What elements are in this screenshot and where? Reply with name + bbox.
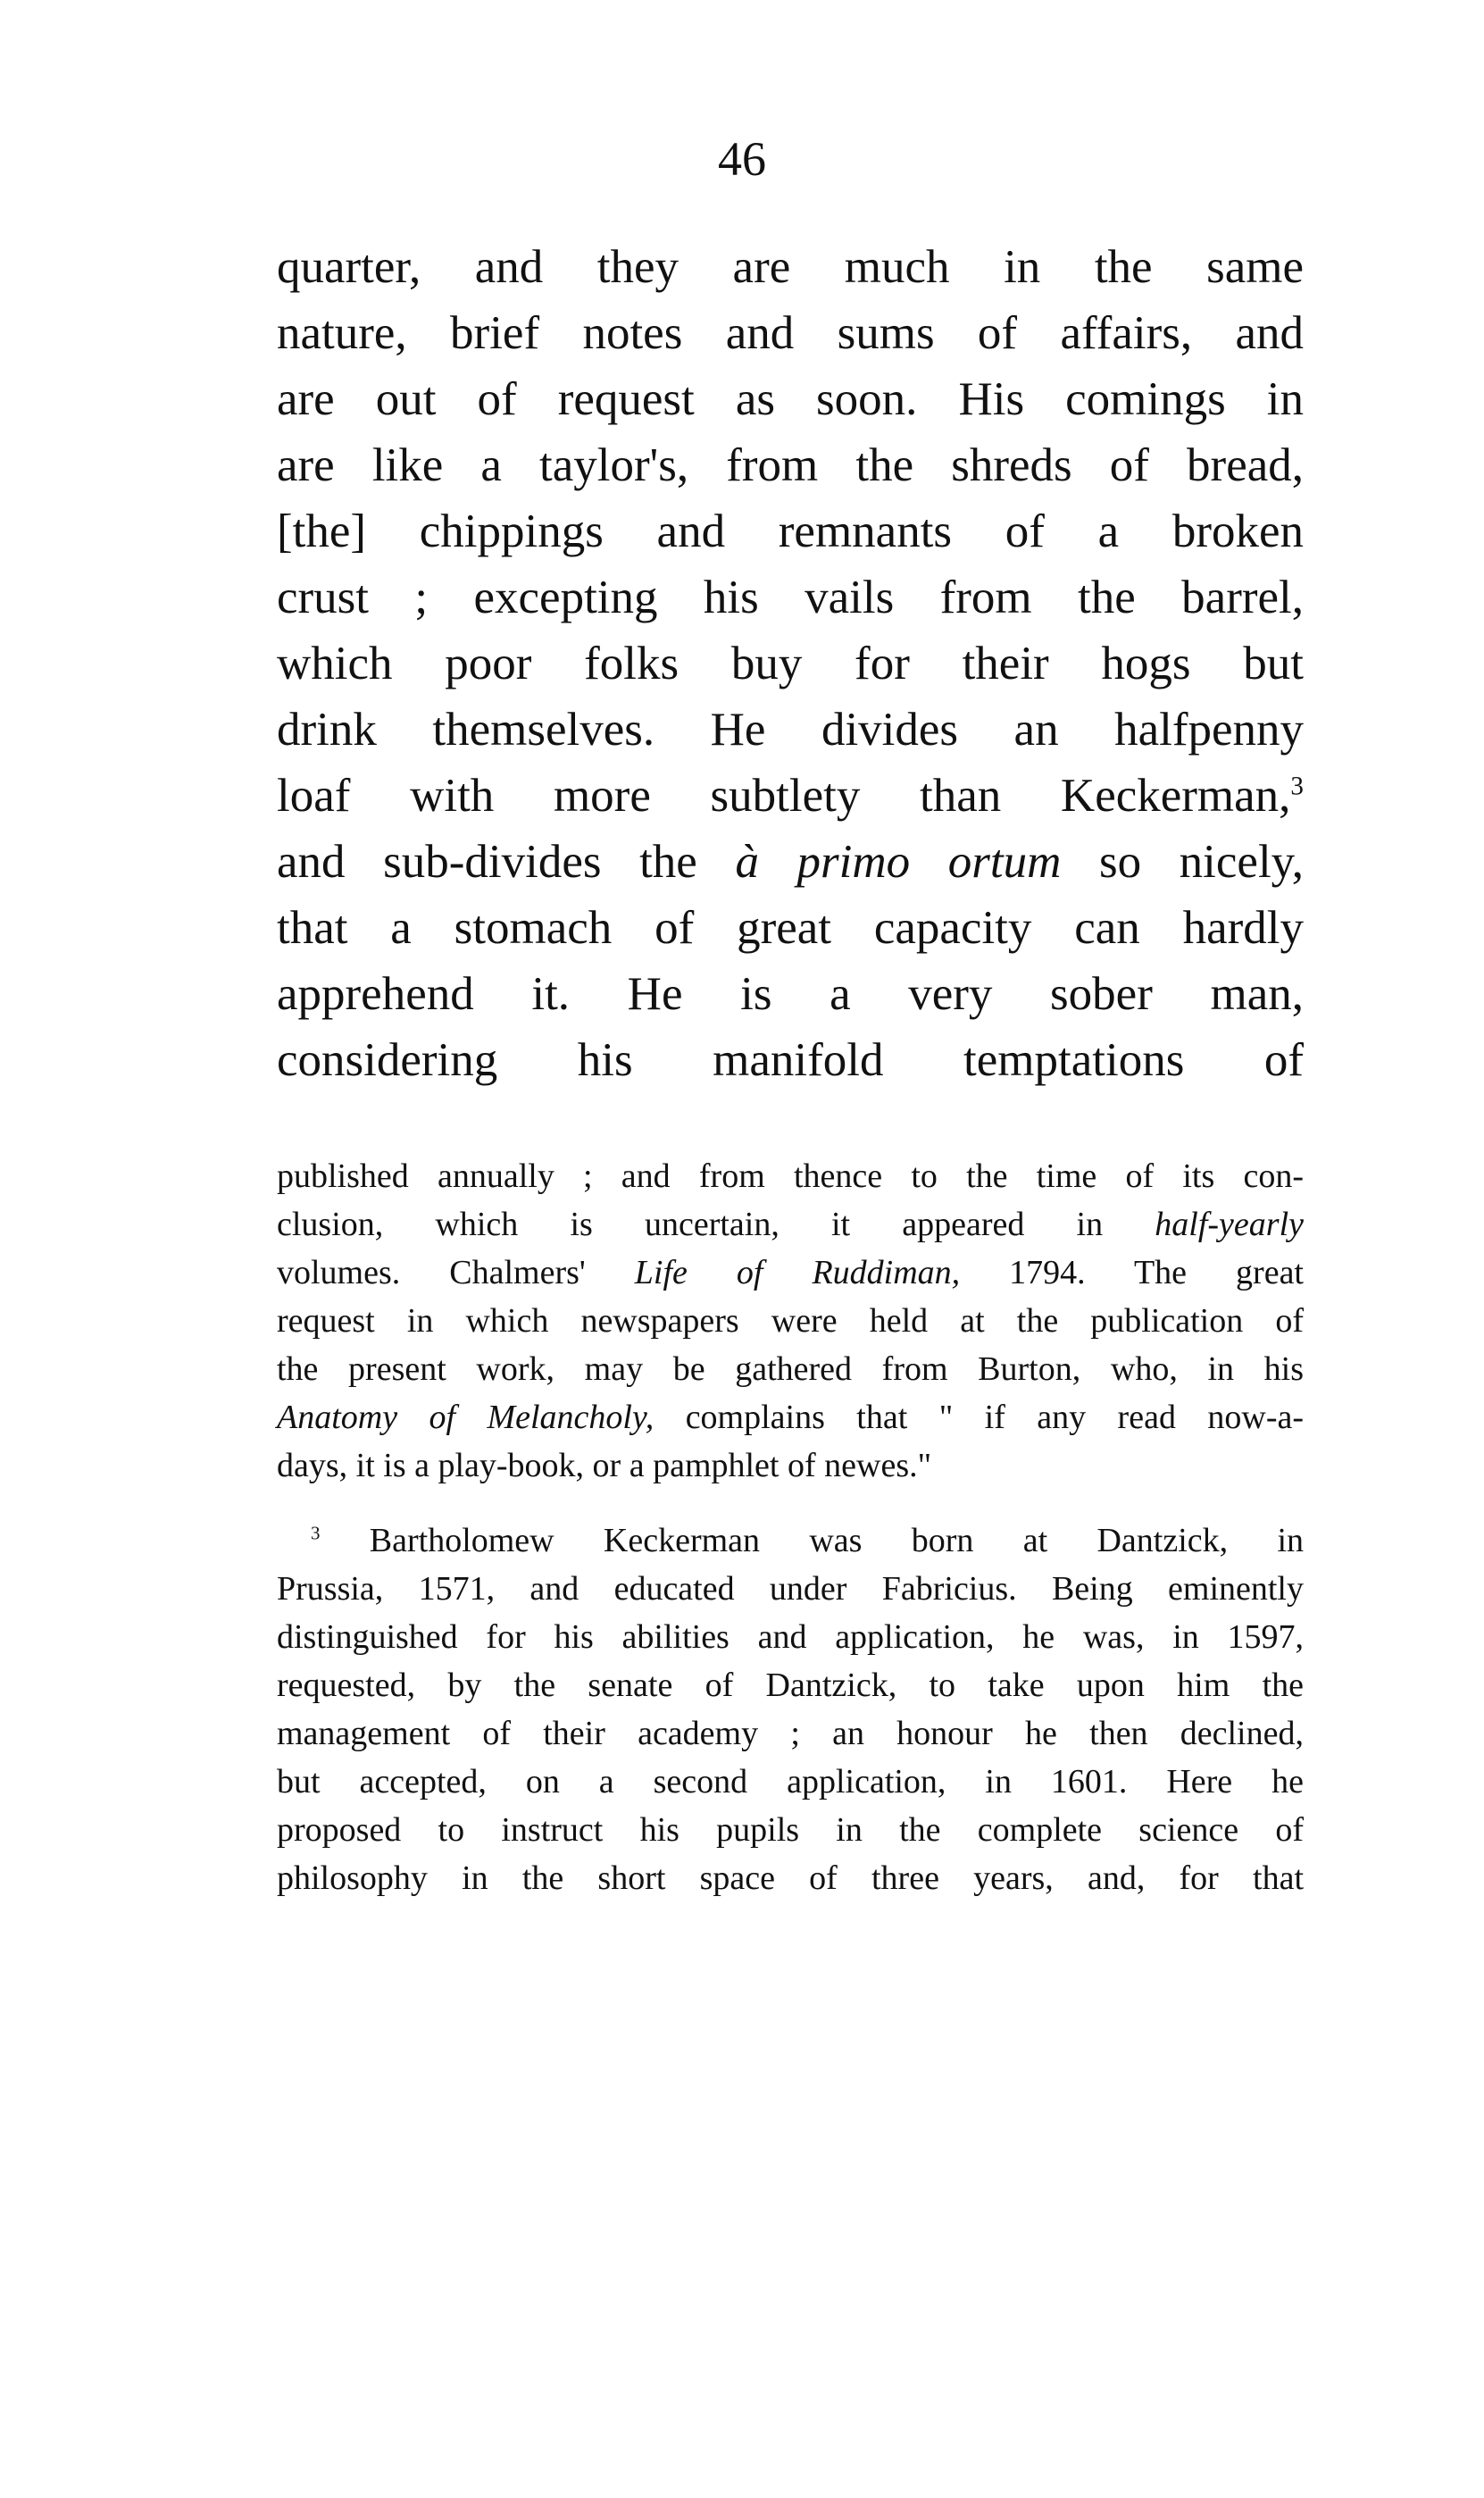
body-line-with-note (277, 763, 1304, 829)
footnote-line: published annually ; and from thence to the time of its con- (277, 1157, 1304, 1195)
body-line: quarter, and they are much in the same (277, 241, 1304, 293)
footnote-italic: half-yearly (1155, 1206, 1304, 1243)
footnote-italic: Life of Ruddiman, (634, 1254, 961, 1291)
body-line: crust ; excepting his vails from the barrel, (277, 572, 1304, 623)
footnote-line: but accepted, on a second application, in 1601. Here he (277, 1763, 1304, 1800)
footnote-text: volumes. Chalmers' (277, 1254, 586, 1291)
body-line-text: and sub-divides the (277, 836, 697, 888)
footnote-line: distinguished for his abilities and application, he was, in 1597, (277, 1618, 1304, 1656)
body-line-text: loaf with more subtlety than Keckerman, (277, 770, 1291, 822)
body-line: nature, brief notes and sums of affairs, and (277, 307, 1304, 359)
body-line: are out of request as soon. His comings in (277, 373, 1304, 425)
footnote-italic: Anatomy of Melancholy, (277, 1399, 654, 1436)
body-line: [the] chippings and remnants of a broken (277, 505, 1304, 557)
footnote-line: the present work, may be gathered from Burton, who, in his (277, 1350, 1304, 1388)
body-line: which poor folks buy for their hogs but (277, 638, 1304, 689)
footnote-line (277, 1393, 1304, 1441)
footnote-line: philosophy in the short space of three years, and, for that (277, 1859, 1304, 1897)
footnote-text: clusion, which is uncertain, it appeared in (277, 1206, 1104, 1243)
italic-phrase: à primo ortum (735, 836, 1062, 888)
body-line: are like a taylor's, from the shreds of bread, (277, 439, 1304, 491)
page-number: 46 (718, 132, 766, 186)
body-line: drink themselves. He divides an halfpenny (277, 704, 1304, 756)
footnote-marker: 3 (311, 1522, 321, 1544)
footnote-line: days, it is a play-book, or a pamphlet of newes." (277, 1447, 932, 1484)
footnote-text: 1794. The great (1009, 1254, 1304, 1291)
footnote-line (277, 1200, 1304, 1249)
body-line: apprehend it. He is a very sober man, (277, 968, 1304, 1020)
footnote-reference: 3 (1290, 772, 1304, 801)
footnote-line: management of their academy ; an honour he then declined, (277, 1715, 1304, 1752)
footnote-separator (277, 1490, 1304, 1516)
body-line-with-italic (277, 829, 1304, 895)
footnote-line (277, 1249, 1304, 1297)
body-line: considering his manifold temptations of (277, 1034, 1304, 1086)
body-line: that a stomach of great capacity can hardly (277, 902, 1304, 954)
footnote-line: proposed to instruct his pupils in the complete science of (277, 1811, 1304, 1849)
footnote-line: Prussia, 1571, and educated under Fabricius. Being eminently (277, 1570, 1304, 1608)
body-line-tail: so nicely, (1098, 836, 1304, 888)
footnote-3-first-line (277, 1516, 1304, 1565)
footnote-text: complains that " if any read now-a- (685, 1399, 1304, 1436)
footnote-line: request in which newspapers were held at the publication of (277, 1302, 1304, 1340)
footnotes (277, 1152, 1304, 1902)
main-text (277, 234, 1304, 1093)
footnote-line: requested, by the senate of Dantzick, to take upon him the (277, 1667, 1304, 1704)
footnote-text: Bartholomew Keckerman was born at Dantzick, in (369, 1522, 1304, 1559)
